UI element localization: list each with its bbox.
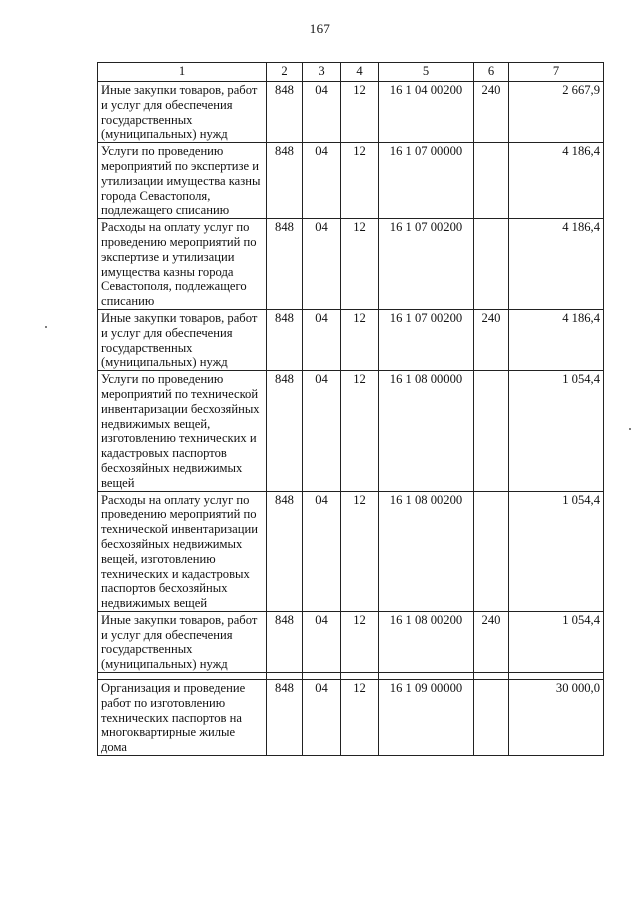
row-section: 04	[303, 82, 341, 143]
scan-speck	[629, 428, 631, 430]
row-target-article: 16 1 07 00000	[379, 143, 474, 219]
row-target-article: 16 1 08 00200	[379, 611, 474, 672]
gap-cell	[379, 673, 474, 680]
row-amount: 2 667,9	[509, 82, 604, 143]
row-section: 04	[303, 219, 341, 310]
row-amount: 4 186,4	[509, 219, 604, 310]
row-name: Иные закупки товаров, работ и услуг для обеспечения государственных (муниципальных) нужд	[98, 82, 267, 143]
row-section: 04	[303, 309, 341, 370]
row-expense-type	[474, 371, 509, 491]
row-target-article: 16 1 07 00200	[379, 219, 474, 310]
row-subsection: 12	[341, 219, 379, 310]
row-target-article: 16 1 07 00200	[379, 309, 474, 370]
row-name: Услуги по проведению мероприятий по технической инвентаризации бесхозяйных недвижимых вещей, изготовлению технических и кадастровых паспортов бесхозяйных недвижимых вещей	[98, 371, 267, 491]
row-ministry: 848	[267, 371, 303, 491]
page-number: 167	[309, 21, 331, 36]
gap-cell	[474, 673, 509, 680]
row-amount: 1 054,4	[509, 371, 604, 491]
row-name: Расходы на оплату услуг по проведению мероприятий по технической инвентаризации бесхозяйных недвижимых вещей, изготовлению технических и кадастровых паспортов бесхозяйных недвижимых вещей	[98, 491, 267, 611]
header-col-6: 6	[474, 63, 509, 82]
table-row	[98, 82, 604, 143]
header-col-4: 4	[341, 63, 379, 82]
row-section: 04	[303, 611, 341, 672]
row-subsection: 12	[341, 491, 379, 611]
header-col-5: 5	[379, 63, 474, 82]
table-row	[98, 219, 604, 310]
row-subsection: 12	[341, 371, 379, 491]
header-col-1: 1	[98, 63, 267, 82]
table-row	[98, 491, 604, 611]
row-name: Иные закупки товаров, работ и услуг для обеспечения государственных (муниципальных) нужд	[98, 309, 267, 370]
row-amount: 4 186,4	[509, 309, 604, 370]
table-row	[98, 371, 604, 491]
table-row	[98, 680, 604, 756]
scan-speck	[45, 326, 47, 328]
row-subsection: 12	[341, 143, 379, 219]
row-ministry: 848	[267, 611, 303, 672]
row-expense-type: 240	[474, 611, 509, 672]
row-ministry: 848	[267, 82, 303, 143]
row-name: Услуги по проведению мероприятий по экспертизе и утилизации имущества казны города Севастополя, подлежащего списанию	[98, 143, 267, 219]
row-ministry: 848	[267, 143, 303, 219]
gap-cell	[267, 673, 303, 680]
row-ministry: 848	[267, 219, 303, 310]
row-subsection: 12	[341, 611, 379, 672]
row-amount: 1 054,4	[509, 491, 604, 611]
header-col-7: 7	[509, 63, 604, 82]
row-expense-type: 240	[474, 82, 509, 143]
gap-cell	[341, 673, 379, 680]
row-target-article: 16 1 08 00200	[379, 491, 474, 611]
header-col-2: 2	[267, 63, 303, 82]
row-amount: 4 186,4	[509, 143, 604, 219]
row-section: 04	[303, 680, 341, 756]
gap-cell	[509, 673, 604, 680]
table-row	[98, 143, 604, 219]
row-gap	[98, 673, 604, 680]
gap-cell	[98, 673, 267, 680]
row-subsection: 12	[341, 680, 379, 756]
row-amount: 1 054,4	[509, 611, 604, 672]
row-expense-type	[474, 491, 509, 611]
row-expense-type: 240	[474, 309, 509, 370]
gap-cell	[303, 673, 341, 680]
table-row	[98, 309, 604, 370]
row-target-article: 16 1 04 00200	[379, 82, 474, 143]
header-row	[98, 63, 604, 82]
row-section: 04	[303, 143, 341, 219]
row-subsection: 12	[341, 82, 379, 143]
row-ministry: 848	[267, 309, 303, 370]
row-name: Расходы на оплату услуг по проведению мероприятий по экспертизе и утилизации имущества казны города Севастополя, подлежащего списанию	[98, 219, 267, 310]
row-section: 04	[303, 491, 341, 611]
header-col-3: 3	[303, 63, 341, 82]
row-target-article: 16 1 09 00000	[379, 680, 474, 756]
table-row	[98, 611, 604, 672]
row-expense-type	[474, 143, 509, 219]
row-ministry: 848	[267, 680, 303, 756]
row-name: Организация и проведение работ по изготовлению технических паспортов на многоквартирные жилые дома	[98, 680, 267, 756]
row-expense-type	[474, 680, 509, 756]
row-name: Иные закупки товаров, работ и услуг для обеспечения государственных (муниципальных) нужд	[98, 611, 267, 672]
row-amount: 30 000,0	[509, 680, 604, 756]
row-subsection: 12	[341, 309, 379, 370]
budget-table	[97, 62, 604, 756]
row-ministry: 848	[267, 491, 303, 611]
row-section: 04	[303, 371, 341, 491]
row-target-article: 16 1 08 00000	[379, 371, 474, 491]
row-expense-type	[474, 219, 509, 310]
